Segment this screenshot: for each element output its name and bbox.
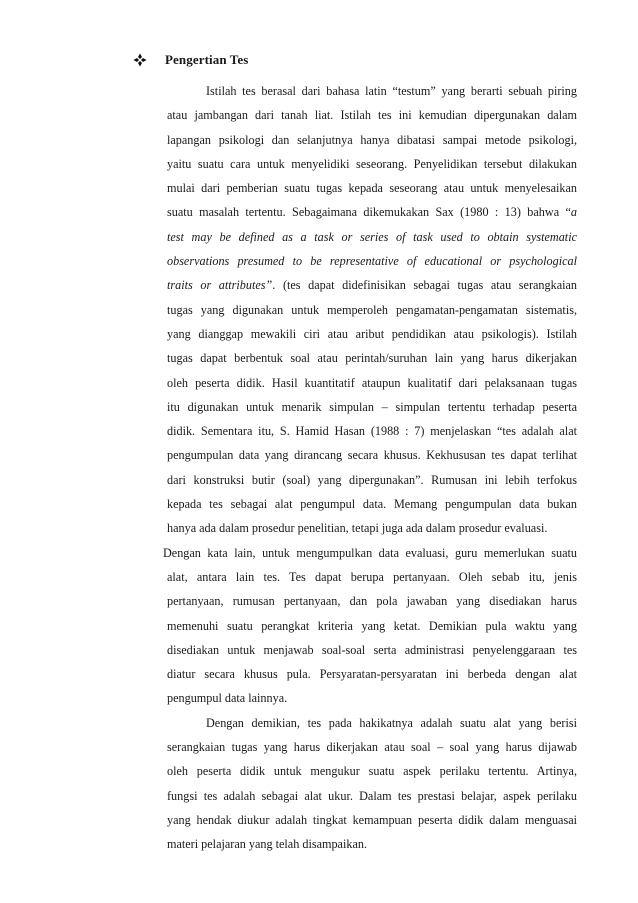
- text-segment: Istilah tes berasal dari bahasa latin “testum” yang berarti sebuah piring: [206, 84, 577, 98]
- text-line: [167, 249, 577, 273]
- text-segment: yaitu suatu cara untuk menyelidiki seseorang. Penyelidikan tersebut dilakukan: [167, 156, 577, 171]
- text-segment: dari konstruksi butir (soal) yang dipergunakan”. Rumusan ini lebih terfokus: [167, 472, 577, 487]
- text-segment: alat, antara lain tes. Tes dapat berupa pertanyaan. Oleh sebab itu, jenis: [167, 569, 577, 584]
- text-segment: Dengan demikian, tes pada hakikatnya adalah suatu alat yang berisi: [206, 715, 577, 730]
- text-line: [167, 322, 577, 346]
- text-segment: yang hendak diukur adalah tingkat kemampuan peserta didik dalam menguasai: [167, 812, 577, 827]
- text-segment: pengumpul data lainnya.: [167, 691, 288, 706]
- text-line: [167, 200, 577, 224]
- text-line: [167, 516, 577, 540]
- text-segment: didik. Sementara itu, S. Hamid Hasan (1988 : 7) menjelaskan “tes adalah alat: [167, 424, 577, 439]
- text-segment: fungsi tes adalah sebagai alat ukur. Dalam tes prestasi belajar, aspek perilaku: [167, 788, 577, 803]
- text-segment: atau jambangan dari tanah liat. Istilah tes ini kemudian dipergunakan dalam: [167, 108, 577, 123]
- text-segment: serangkaian tugas yang harus dikerjakan atau soal – soal yang harus dijawab: [167, 740, 577, 755]
- text-line: [167, 103, 577, 127]
- text-segment: mulai dari pemberian suatu tugas kepada seseorang atau untuk menyelesaikan: [167, 181, 577, 196]
- text-line: [167, 711, 577, 735]
- text-line: [167, 662, 577, 686]
- text-segment: tugas yang digunakan untuk memperoleh pengamatan-pengamatan sistematis,: [167, 302, 577, 317]
- text-line: [167, 346, 577, 370]
- text-line: [167, 735, 577, 759]
- text-line: [167, 832, 577, 856]
- text-line: [167, 419, 577, 443]
- text-segment: . (tes dapat didefinisikan sebagai tugas atau serangkaian: [272, 278, 577, 293]
- text-line: [167, 759, 577, 783]
- section-title: Pengertian Tes: [165, 52, 249, 67]
- text-line: [167, 79, 577, 103]
- text-segment: materi pelajaran yang telah disampaikan.: [167, 837, 367, 852]
- text-line: [167, 298, 577, 322]
- italic-text: test may be defined as a task or series of task used to obtain systematic: [167, 229, 577, 244]
- text-line: [167, 492, 577, 516]
- text-segment: pengumpulan data yang dirancang secara khusus. Kekhususan tes dapat terlihat: [167, 448, 577, 463]
- italic-text: a: [570, 205, 577, 220]
- text-line: [167, 784, 577, 808]
- text-segment: diatur secara khusus pula. Persyaratan-persyaratan ini berbeda dengan alat: [167, 667, 577, 682]
- text-line: [167, 395, 577, 419]
- diamond-bullet-icon: [133, 53, 147, 67]
- text-line: [167, 686, 577, 710]
- text-segment: kepada tes sebagai alat pengumpul data. Memang pengumpulan data bukan: [167, 497, 577, 512]
- text-line: [167, 273, 577, 297]
- text-segment: memenuhi suatu perangkat kriteria yang ketat. Demikian pula waktu yang: [167, 618, 577, 633]
- text-line: [167, 638, 577, 662]
- section-heading: [133, 51, 248, 69]
- italic-text: traits or attributes”: [167, 278, 273, 293]
- text-line: [167, 176, 577, 200]
- text-segment: suatu masalah tertentu. Sebagaimana dikemukakan Sax (1980 : 13) bahwa “: [167, 205, 571, 220]
- text-line: [163, 541, 577, 565]
- text-line: [167, 589, 577, 613]
- text-segment: disediakan untuk menjawab soal-soal serta administrasi penyelenggaraan tes: [167, 642, 577, 657]
- text-segment: pertanyaan, rumusan pertanyaan, dan pola jawaban yang disediakan harus: [167, 594, 577, 609]
- text-line: [167, 808, 577, 832]
- text-segment: hanya ada dalam prosedur penelitian, tetapi juga ada dalam prosedur evaluasi.: [167, 521, 548, 536]
- text-line: [167, 152, 577, 176]
- body-text: [163, 79, 577, 857]
- text-line: [167, 614, 577, 638]
- text-segment: oleh peserta didik. Hasil kuantitatif ataupun kualitatif dari pelaksanaan tugas: [167, 375, 577, 390]
- text-segment: oleh peserta didik untuk mengukur suatu aspek perilaku tertentu. Artinya,: [167, 764, 577, 779]
- text-segment: itu digunakan untuk menarik simpulan – simpulan tertentu terhadap peserta: [167, 399, 577, 414]
- text-line: [167, 225, 577, 249]
- text-line: [167, 128, 577, 152]
- text-segment: tugas dapat berbentuk soal atau perintah/suruhan lain yang harus dikerjakan: [167, 351, 577, 366]
- text-segment: yang dianggap mewakili ciri atau aribut pendidikan atau psikologis). Istilah: [167, 326, 577, 341]
- text-line: [167, 443, 577, 467]
- italic-text: observations presumed to be representative of educational or psychological: [167, 254, 577, 269]
- text-line: [167, 371, 577, 395]
- text-segment: lapangan psikologi dan selanjutnya hanya dibatasi sampai metode psikologi,: [167, 132, 577, 147]
- text-segment: Dengan kata lain, untuk mengumpulkan data evaluasi, guru memerlukan suatu: [163, 545, 577, 560]
- text-line: [167, 468, 577, 492]
- text-line: [167, 565, 577, 589]
